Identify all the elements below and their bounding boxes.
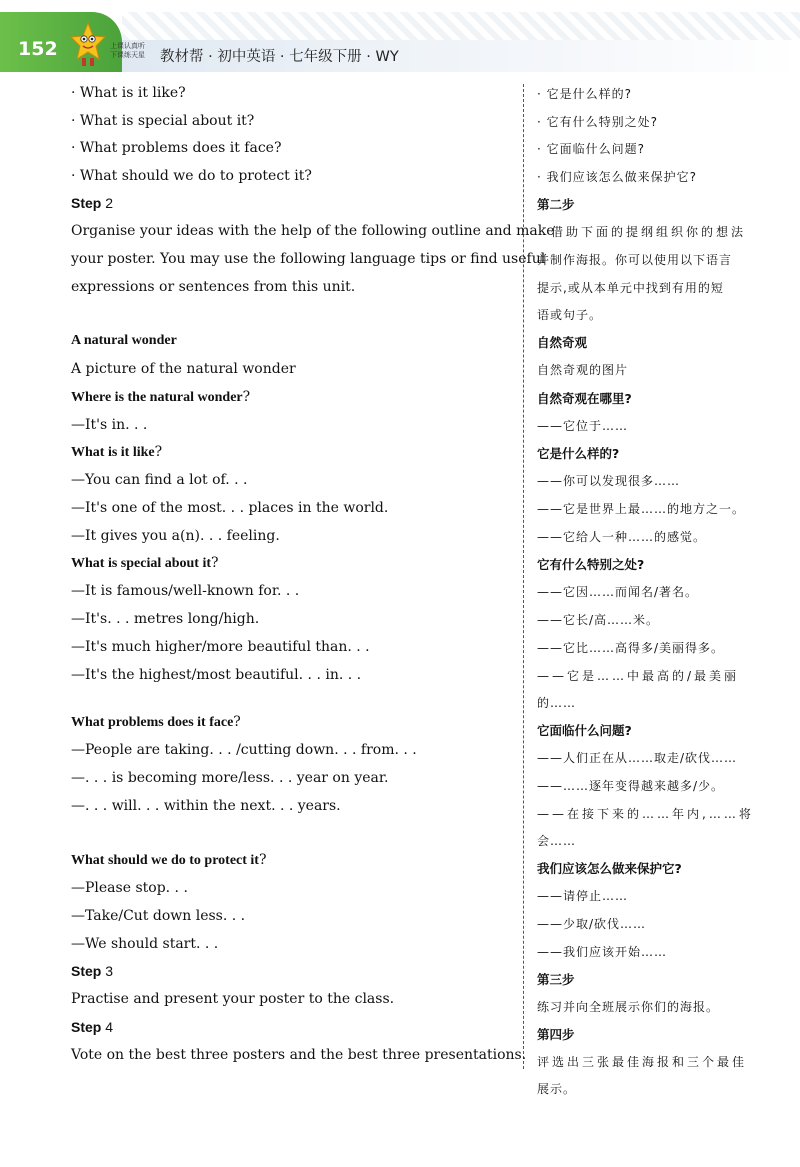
page-header (0, 0, 800, 72)
outline-answer-zh: ——我们应该开始…… (537, 945, 668, 959)
outline-question-zh: 我们应该怎么做来保护它? (537, 861, 682, 876)
outline-question: What should we do to protect it? (71, 852, 267, 868)
question-bullet: · What problems does it face? (71, 140, 282, 156)
book-title: 教材帮 · 初中英语 · 七年级下册 · WY (160, 49, 399, 65)
step-2-text: expressions or sentences from this unit. (71, 279, 356, 295)
question-bullet: · What is special about it? (71, 113, 255, 129)
outline-answer-zh: ——它长/高……米。 (537, 613, 660, 627)
outline-question-zh: 它有什么特别之处? (537, 557, 645, 572)
outline-answer-zh: ——它是世界上最……的地方之一。 (537, 502, 746, 516)
outline-question: What problems does it face? (71, 714, 241, 730)
outline-answer: —We should start. . . (71, 936, 219, 952)
outline-answer-zh: ——它是……中最高的/最美丽 (537, 669, 740, 683)
outline-answer-zh: ——它比……高得多/美丽得多。 (537, 641, 725, 655)
outline-answer: —It gives you a(n). . . feeling. (71, 528, 280, 544)
question-bullet-zh: · 它面临什么问题? (537, 142, 645, 156)
outline-answer: —It's much higher/more beautiful than. . . (71, 639, 370, 655)
outline-question-zh: 它是什么样的? (537, 446, 620, 461)
step-4-heading-zh: 第四步 (537, 1027, 575, 1042)
outline-answer-zh: ——它因……而闻名/著名。 (537, 585, 699, 599)
step-2-heading: Step 2 (71, 195, 114, 211)
step-2-text-zh: 语或句子。 (537, 308, 603, 322)
question-bullet-zh: · 我们应该怎么做来保护它? (537, 170, 697, 184)
page-number: 152 (18, 38, 58, 60)
outline-title-zh: 自然奇观 (537, 335, 588, 350)
outline-answer: —Take/Cut down less. . . (71, 908, 246, 924)
question-bullet-zh: · 它是什么样的? (537, 87, 632, 101)
question-bullet: · What should we do to protect it? (71, 168, 312, 184)
step-4-text-zh: 展示。 (537, 1082, 577, 1096)
step-2-text-zh: 借助下面的提纲组织你的想法 (551, 225, 747, 239)
outline-answer: —It's one of the most. . . places in the world. (71, 500, 389, 516)
outline-answer-zh: ——人们正在从……取走/砍伐…… (537, 751, 738, 765)
outline-answer: —It is famous/well-known for. . . (71, 583, 300, 599)
step-2-text: your poster. You may use the following language tips or find useful (71, 251, 546, 267)
outline-question-zh: 它面临什么问题? (537, 723, 632, 738)
star-mascot-icon (70, 22, 106, 68)
slogan: 上课认真听 下课练天星 (110, 42, 145, 59)
step-3-heading-zh: 第三步 (537, 972, 575, 987)
step-4-heading: Step 4 (71, 1019, 114, 1035)
outline-answer: —People are taking. . . /cutting down. . . from. . . (71, 742, 417, 758)
outline-item: A picture of the natural wonder (71, 361, 296, 377)
outline-item-zh: 自然奇观的图片 (537, 363, 629, 377)
outline-answer-zh: ——在接下来的……年内,……将 (537, 807, 754, 821)
step-2-heading-zh: 第二步 (537, 197, 575, 212)
outline-answer-zh: ——请停止…… (537, 889, 629, 903)
outline-answer-zh: ——你可以发现很多…… (537, 474, 681, 488)
outline-question: What is special about it? (71, 555, 219, 571)
step-2-text-zh: 提示,或从本单元中找到有用的短 (537, 281, 724, 295)
outline-question-zh: 自然奇观在哪里? (537, 391, 632, 406)
outline-question: What is it like? (71, 444, 163, 460)
step-3-text: Practise and present your poster to the class. (71, 991, 395, 1007)
step-3-text-zh: 练习并向全班展示你们的海报。 (537, 1000, 720, 1014)
step-4-text: Vote on the best three posters and the best three presentations. (71, 1047, 527, 1063)
outline-answer: —Please stop. . . (71, 880, 188, 896)
outline-answer-zh: ——少取/砍伐…… (537, 917, 647, 931)
outline-answer-zh: ——它给人一种……的感觉。 (537, 530, 707, 544)
outline-question: Where is the natural wonder? (71, 389, 251, 405)
outline-answer: —It's in. . . (71, 417, 148, 433)
question-bullet: · What is it like? (71, 85, 186, 101)
step-4-text-zh: 评选出三张最佳海报和三个最佳 (537, 1055, 748, 1069)
outline-answer-zh: ——……逐年变得越来越多/少。 (537, 779, 725, 793)
header-pattern (122, 12, 800, 40)
outline-answer: —You can find a lot of. . . (71, 472, 248, 488)
outline-title: A natural wonder (71, 333, 177, 348)
outline-answer-zh: 的…… (537, 696, 577, 710)
outline-answer-zh: 会…… (537, 834, 577, 848)
step-3-heading: Step 3 (71, 963, 114, 979)
outline-answer: —. . . will. . . within the next. . . years. (71, 798, 341, 814)
step-2-text-zh: 并制作海报。你可以使用以下语言 (537, 253, 733, 267)
outline-answer: —. . . is becoming more/less. . . year on year. (71, 770, 389, 786)
outline-answer: —It's. . . metres long/high. (71, 611, 260, 627)
step-2-text: Organise your ideas with the help of the following outline and make (71, 223, 555, 239)
outline-answer-zh: ——它位于…… (537, 419, 629, 433)
outline-answer: —It's the highest/most beautiful. . . in. . . (71, 667, 362, 683)
question-bullet-zh: · 它有什么特别之处? (537, 115, 658, 129)
